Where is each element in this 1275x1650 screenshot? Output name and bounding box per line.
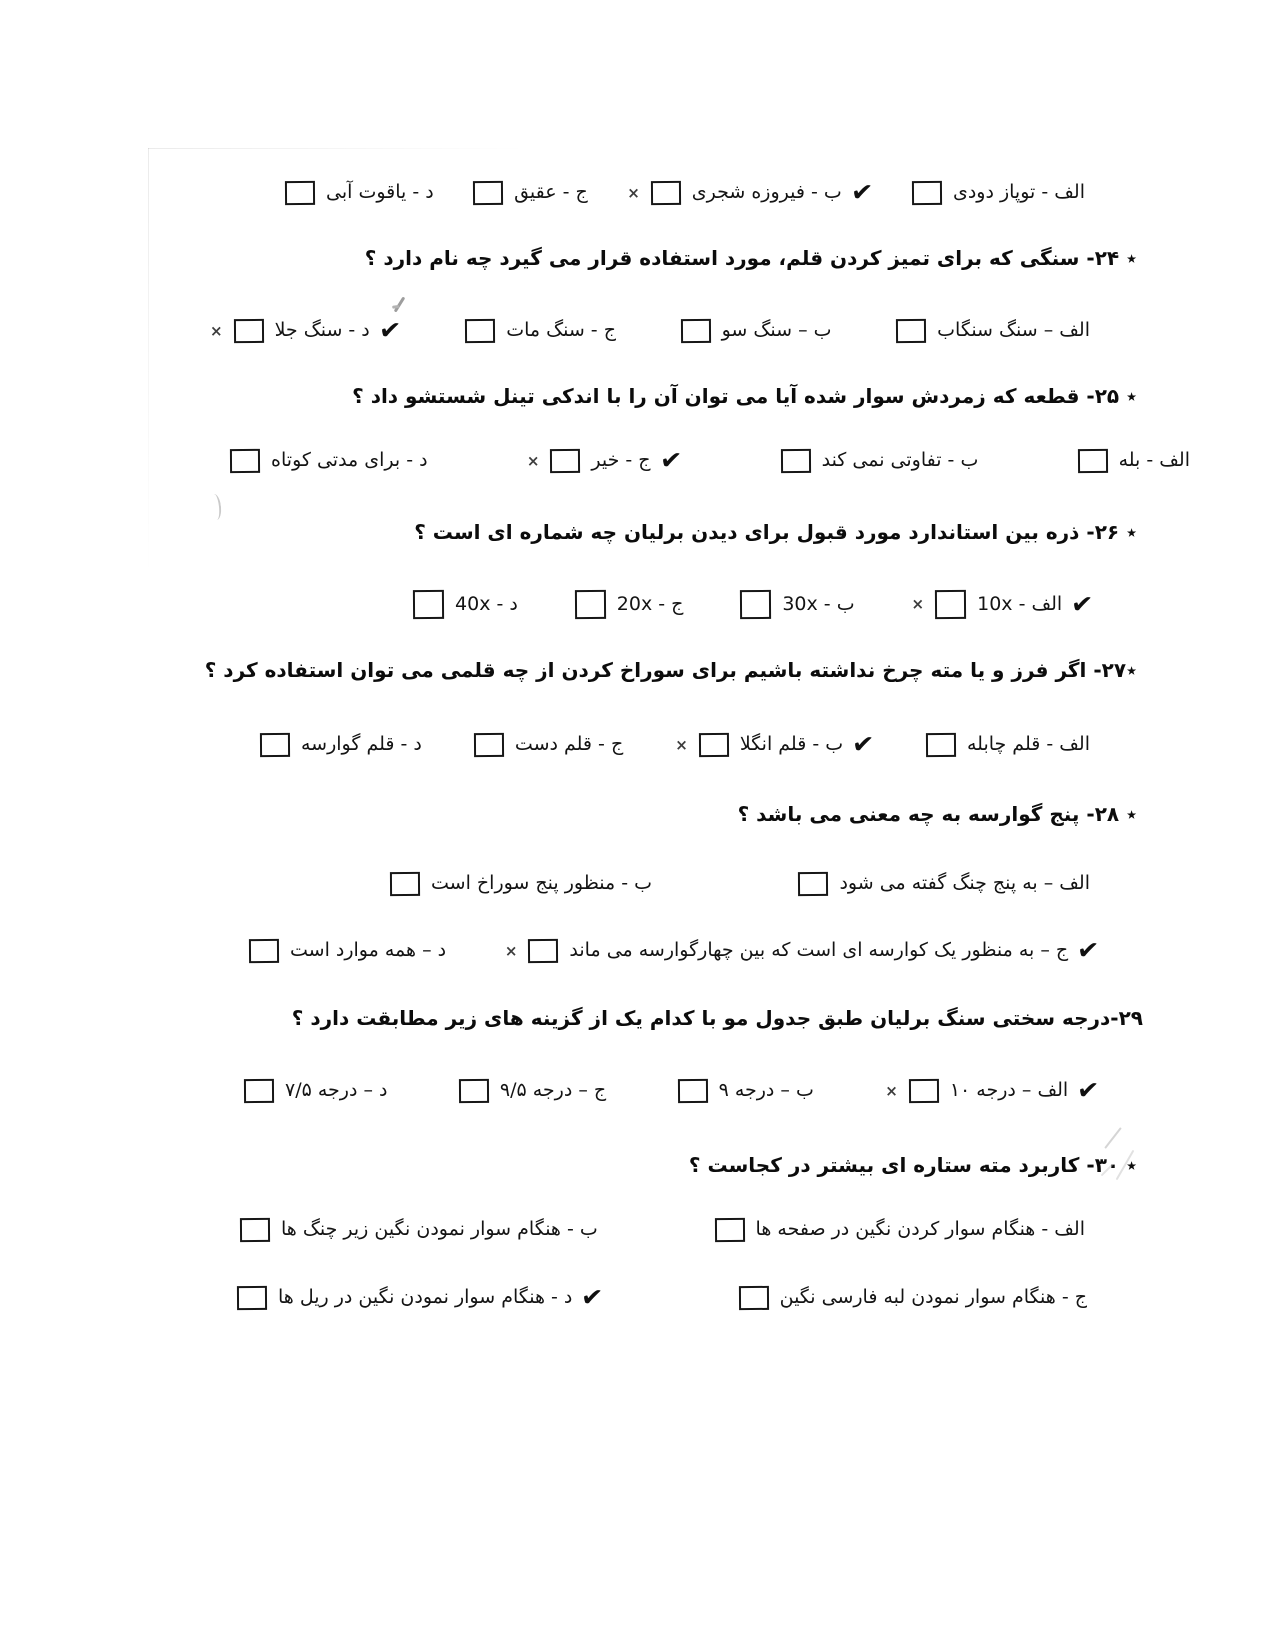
option-label: د - برای مدتی کوتاه — [271, 449, 428, 472]
option-alef — [926, 733, 1090, 757]
answer-checkbox[interactable] — [528, 939, 558, 963]
question-25-heading: ٭ ۲۵- قطعه که زمردش سوار شده آیا می توان آن را با اندکی تینل شستشو داد ؟ — [352, 384, 1137, 408]
option-label: الف - هنگام سوار کردن نگین در صفحه ها — [755, 1218, 1085, 1241]
answer-checkbox[interactable] — [651, 181, 681, 205]
x-mark-icon: × — [627, 183, 640, 202]
option-label: الف – درجه ۱۰ — [949, 1079, 1069, 1102]
option-label: د - 40x — [455, 592, 518, 615]
answer-checkbox[interactable] — [714, 1218, 744, 1242]
option-jim — [575, 590, 684, 619]
question-30-heading: ٭ ۳۰- کاربرد مته ستاره ای بیشتر در کجاست ؟ — [688, 1153, 1137, 1177]
option-label: الف – به پنج چنگ گفته می شود — [839, 872, 1090, 895]
answers-row-q29 — [244, 1075, 1101, 1107]
answers-row-q23 — [285, 177, 1085, 209]
question-27-heading: ٭۲۷- اگر فرز و یا مته چرخ نداشته باشیم برای سوراخ کردن از چه قلمی می توان استفاده کرد ؟ — [204, 658, 1137, 682]
answer-checkbox[interactable] — [681, 319, 711, 343]
option-jim — [473, 181, 588, 205]
option-jim — [474, 733, 623, 757]
option-alef — [885, 1075, 1101, 1107]
answer-checkbox[interactable] — [926, 733, 956, 757]
option-label: ج - خیر — [591, 449, 651, 472]
answers-row-q30-1 — [240, 1218, 1085, 1242]
option-label: الف - 10x — [977, 592, 1063, 615]
answer-checkbox[interactable] — [249, 939, 279, 963]
option-label: ج - سنگ مات — [506, 319, 616, 342]
option-label: ب - هنگام سوار نمودن نگین زیر چنگ ها — [281, 1218, 598, 1241]
option-jim — [465, 319, 616, 343]
option-label: ب - 30x — [782, 592, 855, 615]
option-label: ج - قلم دست — [514, 733, 624, 756]
option-dal — [237, 1282, 605, 1314]
checkmark-icon: ✔ — [658, 445, 683, 477]
answer-checkbox[interactable] — [473, 181, 503, 205]
checkmark-icon: ✔ — [377, 315, 402, 347]
option-alef — [912, 181, 1085, 205]
option-label: ج - 20x — [616, 592, 684, 615]
option-label: د – همه موارد است — [290, 939, 447, 962]
option-dal — [230, 449, 428, 473]
x-mark-icon: × — [210, 321, 223, 340]
option-be — [627, 177, 874, 209]
answer-checkbox[interactable] — [230, 449, 260, 473]
answer-checkbox[interactable] — [781, 449, 811, 473]
option-label: ج – درجه ۹/۵ — [499, 1079, 607, 1102]
answer-checkbox[interactable] — [699, 733, 729, 757]
option-label: ب - فیروزه شجری — [691, 181, 842, 204]
answer-checkbox[interactable] — [285, 181, 315, 205]
answer-checkbox[interactable] — [244, 1079, 274, 1103]
x-mark-icon: × — [885, 1081, 898, 1100]
answer-checkbox[interactable] — [739, 1286, 769, 1310]
answer-checkbox[interactable] — [575, 590, 606, 619]
option-jim — [739, 1286, 1087, 1310]
option-label: د - هنگام سوار نمودن نگین در ریل ها — [278, 1286, 573, 1309]
option-label: ب - منظور پنج سوراخ است — [431, 872, 653, 895]
option-label: ج – به منظور یک کوارسه ای است که بین چهارگوارسه می ماند — [569, 939, 1069, 962]
answers-row-q27 — [260, 729, 1090, 761]
option-be — [240, 1218, 598, 1242]
answer-checkbox[interactable] — [459, 1079, 489, 1103]
option-label: الف – سنگ سنگاب — [937, 319, 1090, 342]
option-dal — [210, 315, 402, 347]
checkmark-icon: ✔ — [850, 729, 876, 761]
x-mark-icon: × — [504, 941, 518, 960]
answer-checkbox[interactable] — [798, 872, 828, 896]
option-label: ب – سنگ سو — [721, 319, 832, 342]
option-alef — [912, 590, 1093, 619]
checkmark-icon: ✔ — [1069, 588, 1095, 621]
option-label: ج - عقیق — [514, 181, 588, 204]
answer-checkbox[interactable] — [550, 449, 580, 473]
option-jim — [526, 445, 683, 477]
answer-checkbox[interactable] — [935, 590, 966, 619]
checkmark-icon: ✔ — [849, 177, 874, 209]
option-alef — [715, 1218, 1085, 1242]
option-label: ب - تفاوتی نمی کند — [821, 449, 979, 472]
option-label: الف - قلم چابله — [966, 733, 1090, 756]
answer-checkbox[interactable] — [465, 319, 495, 343]
pen-flick-artifact — [394, 296, 406, 312]
x-mark-icon: × — [911, 595, 925, 613]
option-be — [678, 1079, 814, 1103]
option-be — [781, 449, 979, 473]
option-alef — [1078, 449, 1190, 473]
answer-checkbox[interactable] — [912, 181, 942, 205]
question-26-heading: ٭ ۲۶- ذره بین استاندارد مورد قبول برای دیدن برلیان چه شماره ای است ؟ — [414, 520, 1137, 544]
page-edge — [148, 148, 528, 149]
question-28-heading: ٭ ۲۸- پنج گوارسه به چه معنی می باشد ؟ — [737, 802, 1137, 826]
option-be — [740, 590, 854, 619]
option-dal — [413, 590, 518, 619]
answer-checkbox[interactable] — [740, 590, 771, 619]
checkmark-icon: ✔ — [1075, 935, 1101, 967]
answer-checkbox[interactable] — [240, 1218, 270, 1242]
option-dal — [249, 939, 446, 963]
option-label: الف - توپاز دودی — [952, 181, 1085, 204]
paren-mark-artifact — [209, 493, 223, 520]
option-be — [390, 872, 652, 896]
option-jim — [504, 935, 1101, 967]
answer-checkbox[interactable] — [909, 1079, 939, 1103]
answer-checkbox[interactable] — [260, 733, 290, 757]
answer-checkbox[interactable] — [413, 590, 444, 619]
option-label: د – درجه ۷/۵ — [285, 1079, 388, 1102]
answer-checkbox[interactable] — [1077, 449, 1107, 473]
answer-checkbox[interactable] — [237, 1286, 267, 1310]
answers-row-q26 — [413, 590, 1093, 619]
answers-row-q25 — [230, 445, 1190, 477]
option-be — [681, 319, 832, 343]
answers-row-q30-2 — [237, 1282, 1087, 1314]
option-alef — [798, 872, 1090, 896]
option-label: د - یاقوت آبی — [326, 181, 434, 204]
option-be — [675, 729, 876, 761]
option-label: ب - قلم انگلا — [739, 733, 844, 756]
option-label: د - قلم گوارسه — [301, 733, 422, 756]
option-alef — [896, 319, 1090, 343]
question-24-heading: ٭ ۲۴- سنگی که برای تمیز کردن قلم، مورد استفاده قرار می گیرد چه نام دارد ؟ — [364, 246, 1137, 270]
option-label: ب – درجه ۹ — [718, 1079, 814, 1102]
option-label: ج - هنگام سوار نمودن لبه فارسی نگین — [779, 1286, 1087, 1309]
margin-scribble-artifact — [1104, 1127, 1122, 1149]
option-label: د - سنگ جلا — [274, 319, 370, 342]
x-mark-icon: × — [675, 735, 688, 754]
option-dal — [244, 1079, 387, 1103]
answer-checkbox[interactable] — [233, 319, 263, 343]
answer-checkbox[interactable] — [677, 1079, 707, 1103]
answer-checkbox[interactable] — [390, 872, 420, 896]
x-mark-icon: × — [526, 451, 540, 470]
checkmark-icon: ✔ — [580, 1282, 605, 1314]
question-29-heading: ۲۹-درجه سختی سنگ برلیان طبق جدول مو با کدام یک از گزینه های زیر مطابقت دارد ؟ — [291, 1006, 1143, 1030]
answers-row-q24 — [210, 315, 1090, 347]
answer-checkbox[interactable] — [896, 319, 926, 343]
option-label: الف - بله — [1118, 449, 1190, 472]
answer-checkbox[interactable] — [474, 733, 504, 757]
option-dal — [260, 733, 422, 757]
option-dal — [285, 181, 434, 205]
answers-row-q28-1 — [390, 872, 1090, 896]
checkmark-icon: ✔ — [1075, 1075, 1101, 1107]
page-edge — [148, 148, 149, 578]
option-jim — [459, 1079, 606, 1103]
answers-row-q28-2 — [249, 935, 1101, 967]
